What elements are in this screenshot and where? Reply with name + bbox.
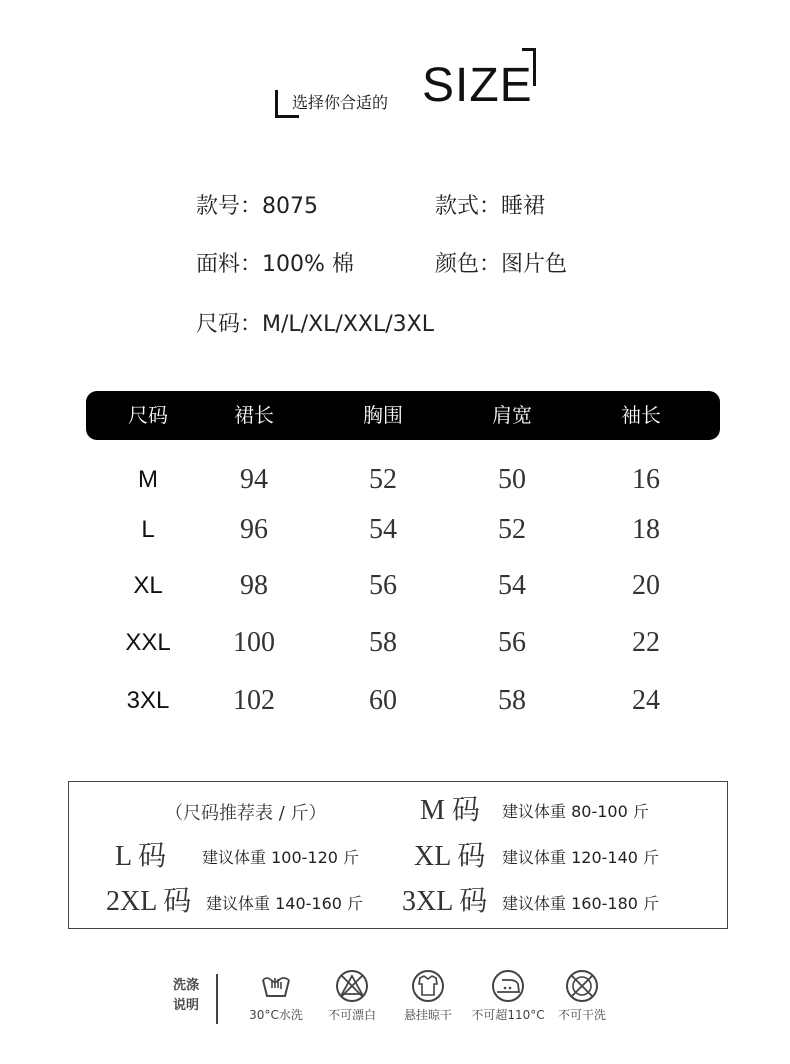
no-bleach-icon (334, 968, 370, 1004)
style-type-row (435, 196, 545, 218)
wash-care-text: 不可干洗 (557, 1008, 606, 1022)
table-cell: 16 (632, 464, 660, 495)
table-cell: 52 (369, 464, 397, 495)
color-label: 颜色： (435, 252, 502, 277)
table-header-bust: 胸围 (363, 403, 403, 427)
table-cell-size: 3XL (126, 687, 170, 714)
table-header-size: 尺码 (128, 403, 168, 427)
size-header (270, 48, 550, 124)
iron-110-icon (490, 968, 526, 1004)
recommendation-weight: 建议体重 100-120 斤 (202, 848, 360, 867)
wash-care-text: 30°C水洗 (249, 1008, 303, 1022)
recommendation-weight: 建议体重 120-140 斤 (502, 848, 660, 867)
style-type-value: 睡裙 (501, 194, 546, 219)
table-cell: 100 (233, 627, 275, 658)
wash-care-text: 不可漂白 (327, 1008, 376, 1022)
table-cell-size: XL (133, 572, 163, 599)
wash-care-text: 悬挂晾干 (403, 1008, 452, 1022)
wash-care-section (160, 960, 630, 1040)
table-header-sleeve: 袖长 (621, 403, 661, 427)
wash-care-label (166, 976, 206, 1016)
recommendation-title: （尺码推荐表 / 斤） (165, 803, 327, 824)
recommendation-weight: 建议体重 160-180 斤 (502, 894, 660, 913)
recommendation-size: L 码 (115, 841, 167, 872)
table-cell: 22 (632, 627, 660, 658)
table-cell: 60 (369, 685, 397, 716)
table-cell: 54 (369, 514, 397, 545)
table-cell-size: XXL (125, 629, 171, 656)
table-header-shoulder: 肩宽 (492, 403, 532, 427)
recommendation-size: M 码 (420, 795, 480, 826)
hang-dry-icon (410, 968, 446, 1004)
color-value: 图片色 (501, 252, 568, 277)
style-number-row (196, 196, 318, 218)
sizes-value: M/L/XL/XXL/3XL (262, 312, 434, 337)
size-table-header (86, 391, 720, 440)
recommendation-size: 2XL 码 (106, 886, 192, 917)
table-cell: 50 (498, 464, 526, 495)
style-type-label: 款式： (435, 194, 502, 219)
table-cell: 20 (632, 570, 660, 601)
table-cell: 18 (632, 514, 660, 545)
wash-care-text: 不可超110°C (471, 1008, 545, 1022)
fabric-value: 100% 棉 (262, 252, 354, 277)
table-cell-size: L (141, 516, 155, 543)
table-cell: 56 (369, 570, 397, 601)
recommendation-size: 3XL 码 (402, 886, 488, 917)
wash-care-label-line: 说明 (172, 998, 199, 1013)
hand-wash-30-icon (258, 968, 294, 1004)
no-dry-clean-icon (564, 968, 600, 1004)
table-cell: 96 (240, 514, 268, 545)
table-cell: 54 (498, 570, 526, 601)
table-cell: 58 (498, 685, 526, 716)
table-cell: 56 (498, 627, 526, 658)
header-subtitle: 选择你合适的 (292, 93, 389, 112)
sizes-label: 尺码： (196, 312, 263, 337)
header-title: SIZE (422, 59, 533, 112)
table-cell: 94 (240, 464, 268, 495)
style-number-value: 8075 (262, 194, 319, 219)
table-cell: 98 (240, 570, 268, 601)
recommendation-size: XL 码 (414, 841, 486, 872)
table-cell: 102 (233, 685, 275, 716)
recommendation-weight: 建议体重 140-160 斤 (206, 894, 364, 913)
sizes-row (196, 314, 434, 336)
table-cell: 52 (498, 514, 526, 545)
table-cell: 58 (369, 627, 397, 658)
fabric-label: 面料： (196, 252, 263, 277)
fabric-row (196, 254, 354, 276)
table-header-length: 裙长 (234, 403, 274, 427)
color-row (435, 254, 567, 276)
wash-care-divider (216, 974, 218, 1024)
style-number-label: 款号： (196, 194, 263, 219)
wash-care-label-line: 洗涤 (172, 978, 199, 993)
table-cell-size: M (138, 466, 158, 493)
table-cell: 24 (632, 685, 660, 716)
recommendation-weight: 建议体重 80-100 斤 (502, 802, 649, 821)
